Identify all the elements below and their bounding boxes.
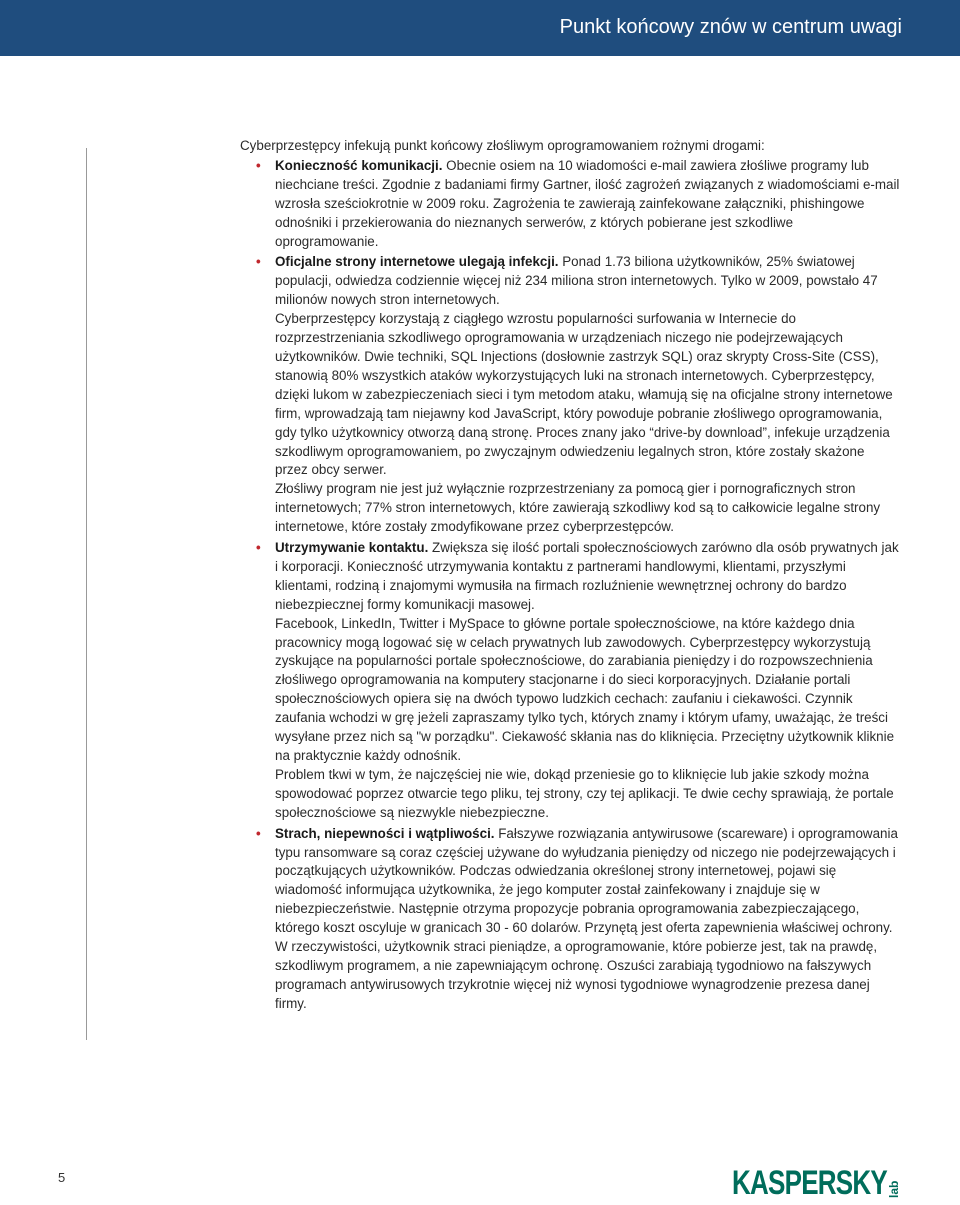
bullet-dot-icon: • <box>256 157 261 173</box>
bullet-paragraph <box>275 825 900 1014</box>
bullet-item <box>240 157 900 252</box>
bullet-list <box>240 157 900 1014</box>
bullet-paragraph <box>275 766 900 823</box>
bullet-paragraph <box>275 310 900 480</box>
bullet-dot-icon: • <box>256 254 261 270</box>
bullet-paragraph <box>275 157 900 252</box>
bullet-lead: Utrzymywanie kontaktu. <box>275 540 429 556</box>
bullet-paragraph <box>275 253 900 310</box>
bullet-dot-icon: • <box>256 540 261 556</box>
bullet-text: Ponad 1.73 biliona użytkowników, 25% światowej populacji, odwiedza codziennie więcej niż 234 miliona stron internetowych. Tylko w 2009, powstało 47 milionów nowych stron internetowych. <box>275 254 878 308</box>
bullet-text: Cyberprzestępcy korzystają z ciągłego wzrostu popularności surfowania w Internecie do rozprzestrzeniania szkodliwego oprogramowania w urządzeniach niczego nie podejrzewających użytkowników. Dwie techniki, SQL Injections (dosłownie zastrzyk SQL) oraz skrypty Cross-Site (CSS), stanowią 80% wszystkich ataków wykorzystujących luki na stronach internetowych. Cyberprzestępcy, dzięki lukom w zabezpieczeniach sieci i tym metodom ataku, włamują się na oficjalne strony internetowe firm, wprowadzają tam niejawny kod JavaScript, który powoduje pobranie złośliwego oprogramowania, gdy tylko użytkownicy otworzą daną stronę. Proces znany jako “drive-by download”, infekuje urządzenia szkodliwym oprogramowaniem, po zwyczajnym odwiedzeniu legalnych stron, które zostały skażone przez obcy serwer. <box>275 311 893 478</box>
intro-paragraph: Cyberprzestępcy infekują punkt końcowy złośliwym oprogramowaniem rożnymi drogami: <box>240 138 765 153</box>
page-number: 5 <box>58 1170 66 1185</box>
bullet-item <box>240 253 900 537</box>
bullet-lead: Konieczność komunikacji. <box>275 157 443 173</box>
bullet-item <box>240 825 900 1014</box>
bullet-item <box>240 539 900 823</box>
page-header-bar <box>0 0 960 56</box>
logo-wordmark: KASPERSKY <box>732 1164 889 1202</box>
bullet-paragraph <box>275 539 900 615</box>
article-body <box>240 137 900 1016</box>
margin-rule <box>86 148 87 1040</box>
bullet-text: Problem tkwi w tym, że najczęściej nie wie, dokąd przeniesie go to kliknięcie lub jakie szkody można spowodować poprzez otwarcie tego pliku, tej strony, czy tej aplikacji. Te dwie cechy sprawiają, że portale społecznościowe są niezwykle niebezpieczne. <box>275 766 894 820</box>
bullet-dot-icon: • <box>256 825 261 841</box>
bullet-text: Facebook, LinkedIn, Twitter i MySpace to główne portale społecznościowe, na które każdego dnia pracownicy mogą logować się w celach prywatnych lub zawodowych. Cyberprzestępcy wykorzystują zyskujące na popularności portale społecznościowe, do zarabiania pieniędzy i do rozpowszechnienia złośliwego oprogramowania na komputery stacjonarne i do sieci korporacyjnych. Działanie portali społecznościowych opiera się na dwóch typowo ludzkich cechach: zaufaniu i ciekawości. Czynnik zaufania wchodzi w grę jeżeli zapraszamy tylko tych, których znamy i którym ufamy, uważając, że treści wysyłane przez nich są "w porządku". Ciekawość skłania nas do kliknięcia. Przeciętny użytkownik kliknie na praktycznie każdy odnośnik. <box>275 615 895 763</box>
bullet-lead: Strach, niepewności i wątpliwości. <box>275 825 495 841</box>
bullet-text: Zwiększa się ilość portali społecznościowych zarówno dla osób prywatnych jak i korporacji. Konieczność utrzymywania kontaktu z partnerami handlowymi, klientami, przyszłymi klientami, rodziną i znajomymi wymusiła na firmach rozluźnienie wewnętrznej ochrony do bardzo niebezpiecznej formy komunikacji masowej. <box>275 540 899 612</box>
bullet-paragraph <box>275 615 900 766</box>
logo-lab-text: lab <box>887 1180 901 1198</box>
kaspersky-lab-logo <box>732 1158 912 1202</box>
bullet-paragraph <box>275 480 900 537</box>
bullet-lead: Oficjalne strony internetowe ulegają infekcji. <box>275 254 559 270</box>
bullet-text: Fałszywe rozwiązania antywirusowe (scareware) i oprogramowania typu ransomware są coraz częściej używane do wyłudzania pieniędzy od niczego nie podejrzewających i początkujących użytkowników. Podczas odwiedzania określonej strony internetowej, pojawi się wiadomość informująca użytkownika, że jego komputer został zainfekowany i znajduje się w niebezpieczeństwie. Następnie otrzyma propozycje pobrania oprogramowania zabezpieczającego, którego koszt oscyluje w granicach 30 - 60 dolarów. Przynętą jest oferta zapewnienia właściwej ochrony. W rzeczywistości, użytkownik straci pieniądze, a oprogramowanie, które pobierze jest, tak na prawdę, szkodliwym programem, a nie zapewniającym ochronę. Oszuści zarabiają tygodniowo na fałszywych programach antywirusowych trzykrotnie więcej niż wynosi tygodniowe wynagrodzenie prezesa danej firmy. <box>275 825 898 1011</box>
header-title: Punkt końcowy znów w centrum uwagi <box>559 16 902 38</box>
bullet-text: Złośliwy program nie jest już wyłącznie rozprzestrzeniany za pomocą gier i pornograficznych stron internetowych; 77% stron internetowych, które zawierają szkodliwy kod są to całkowicie legalne strony internetowe, które zostały zmodyfikowane przez cyberprzestępców. <box>275 481 881 535</box>
bullet-text: Obecnie osiem na 10 wiadomości e-mail zawiera złośliwe programy lub niechciane treści. Zgodnie z badaniami firmy Gartner, ilość zagrożeń związanych z wiadomościami e-mail wzrosła sześciokrotnie w 2009 roku. Zagrożenia te zawierają zainfekowane załączniki, phishingowe odnośniki i przekierowania do nieznanych serwerów, z których pobierane jest szkodliwe oprogramowanie. <box>275 157 900 249</box>
